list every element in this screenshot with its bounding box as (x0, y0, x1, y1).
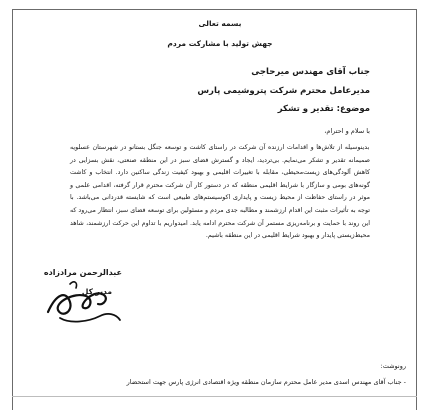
body-line: حفاظت از محیط زیست و پایداری اکوسیستم‌های طبیعی است که شایسته قدردانی می‌باشد. با توجه به تأثیرات مثبت (70, 194, 370, 214)
year-slogan: جهش تولید با مشارکت مردم (167, 39, 273, 48)
footer-divider (12, 396, 417, 397)
body-line: صمیمانه تقدیر و تشکر می‌نمایم. بی‌تردید، ایجاد و گسترش فضای سبز در این منطقه صنعتی، نقش بسزایی در کاهش (70, 156, 370, 177)
body-line: بومی و سازگار با شرایط اقلیمی منطقه که در دستور کار آن شرکت محترم قرار گرفته، اقدامی علمی و موثر در راستای (70, 181, 370, 202)
body-line: آلودگی‌های زیست‌محیطی، مقابله با تغییرات اقلیمی و بهبود کیفیت زندگی ساکنین دارد. انتخاب و کاشت گونه‌های (70, 169, 370, 189)
handwritten-signature (40, 272, 130, 330)
signature-underline (60, 314, 120, 322)
recipient-name: جناب آقای مهندس میرحاجی (251, 67, 370, 77)
signature-stroke (48, 293, 106, 313)
signature-flourish (70, 282, 77, 288)
body-line: برنامه‌ریزی مستمر آن شرکت محترم ادامه یابد. امیدواریم با تداوم این حرکت ارزشمند، شاهد محیط‌زیستی پایدار و (70, 219, 370, 240)
body-line: بدینوسیله از تلاش‌ها و اقدامات ارزنده آن شرکت در راستای کاشت و توسعه جنگل بستانو در شهرستان عسلویه (70, 144, 370, 151)
body-line: این اقدام ارزشمند و مطالبه جدی مردم و مسئولین برای توسعه فضای سبز، انتظار می‌رود که این روند با حمایت و (70, 206, 370, 227)
letter-body (70, 142, 370, 243)
letter-greeting: با سلام و احترام، (324, 127, 370, 135)
body-line: بهبود شرایط اقلیمی در این منطقه باشیم. (205, 232, 315, 240)
letter-subject: موضوع: تقدیر و تشکر (277, 104, 370, 114)
signer-name: عبدالرحمن مرادزاده (43, 268, 122, 277)
signer-title: مدیر کل (81, 287, 112, 296)
cc-label: رونوشت: (380, 362, 406, 370)
bismillah-heading: بسمه تعالی (198, 19, 242, 28)
cc-recipient: - جناب آقای مهندس اسدی مدیر عامل محترم سازمان منطقه ویژه اقتصادی انرژی پارس جهت استحضار (126, 378, 406, 386)
recipient-title: مدیرعامل محترم شرکت پتروشیمی پارس (197, 86, 370, 96)
